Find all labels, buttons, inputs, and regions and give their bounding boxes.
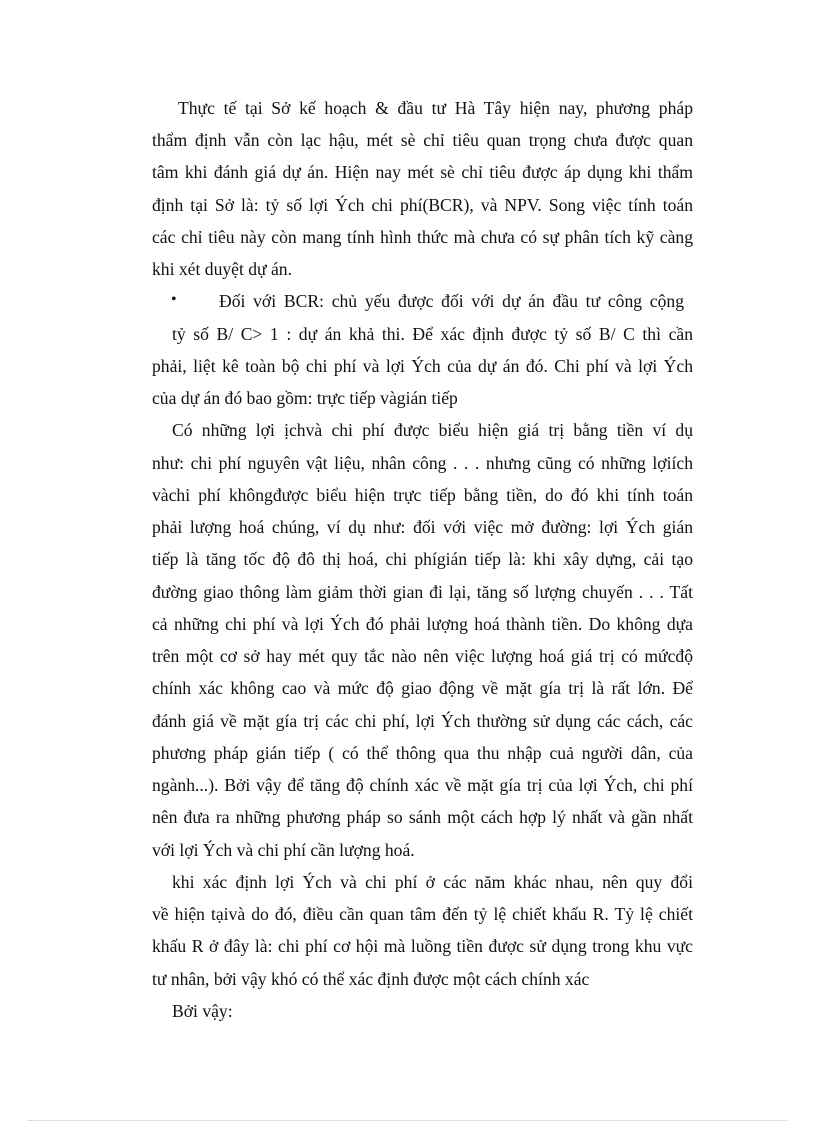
text-line: nên đưa ra những phương pháp so sánh một cách hợp lý nhất và gần nhất: [152, 807, 693, 827]
text-line: khi xét duyệt dự án.: [152, 259, 292, 279]
text-line: khấu R ở đây là: chi phí cơ hội mà luồng tiền được sử dụng trong khu vực: [152, 936, 693, 956]
text-line: khi xác định lợi Ých và chi phí ở các năm khác nhau, nên quy đổi: [172, 872, 693, 892]
text-line: về hiện tạivà do đó, điều cần quan tâm đến tỷ lệ chiết khấu R. Tỷ lệ chiết: [152, 904, 693, 924]
text-line: như: chi phí nguyên vật liệu, nhân công . . . nhưng cũng có những lợiích: [152, 453, 693, 473]
text-line: chính xác không cao và mức độ giao động về mặt gía trị là rất lớn. Để: [152, 678, 693, 698]
text-line: ngành...). Bởi vậy để tăng độ chính xác về mặt gía trị của lợi Ých, chi phí: [152, 775, 693, 795]
bullet-text: Đối với BCR: chủ yếu được đối với dự án đầu tư công cộng: [219, 291, 684, 311]
bullet-icon: •: [171, 291, 177, 308]
text-line: Có những lợi ịchvà chi phí được biểu hiện giá trị bằng tiền ví dụ: [172, 420, 693, 440]
footer-divider: [28, 1120, 788, 1121]
text-line: với lợi Ých và chi phí cần lượng hoá.: [152, 840, 415, 860]
text-line: Bởi vậy:: [172, 1001, 233, 1021]
text-line: phải lượng hoá chúng, ví dụ như: đối với việc mở đường: lợi Ých gián: [152, 517, 693, 537]
text-line: của dự án đó bao gồm: trực tiếp vàgián tiếp: [152, 388, 458, 408]
text-line: các chỉ tiêu này còn mang tính hình thức mà chưa có sự phân tích kỹ càng: [152, 227, 693, 247]
text-line: trên một cơ sở hay mét quy tắc nào nên việc lượng hoá giá trị có mứcđộ: [152, 646, 693, 666]
text-line: định tại Sở là: tỷ số lợi Ých chi phí(BCR), và NPV. Song việc tính toán: [152, 195, 693, 215]
text-line: tỷ số B/ C> 1 : dự án khả thi. Để xác định được tỷ số B/ C thì cần: [172, 324, 693, 344]
text-line: tiếp là tăng tốc độ đô thị hoá, chi phígián tiếp là: khi xây dựng, cải tạo: [152, 549, 693, 569]
text-line: thẩm định vẫn còn lạc hậu, mét sè chỉ tiêu quan trọng chưa được quan: [152, 130, 693, 150]
text-line: đánh giá về mặt gía trị các chi phí, lợi Ých thường sử dụng các cách, các: [152, 711, 693, 731]
text-line: tư nhân, bởi vậy khó có thể xác định được một cách chính xác: [152, 969, 590, 989]
text-line: đường giao thông làm giảm thời gian đi lại, tăng số lượng chuyến . . . Tất: [152, 582, 693, 602]
text-line: phương pháp gián tiếp ( có thể thông qua thu nhập cuả người dân, của: [152, 743, 693, 763]
text-line: vàchi phí khôngđược biểu hiện trực tiếp bằng tiền, do đó khi tính toán: [152, 485, 693, 505]
text-line: phải, liệt kê toàn bộ chi phí và lợi Ých của dự án đó. Chi phí và lợi Ých: [152, 356, 693, 376]
text-line: cả những chi phí và lợi Ých đó phải lượng hoá thành tiền. Do không dựa: [152, 614, 693, 634]
text-line: Thực tế tại Sở kế hoạch & đầu tư Hà Tây hiện nay, phương pháp: [178, 98, 693, 118]
text-line: tâm khi đánh giá dự án. Hiện nay mét sè chỉ tiêu được áp dụng khi thẩm: [152, 162, 693, 182]
